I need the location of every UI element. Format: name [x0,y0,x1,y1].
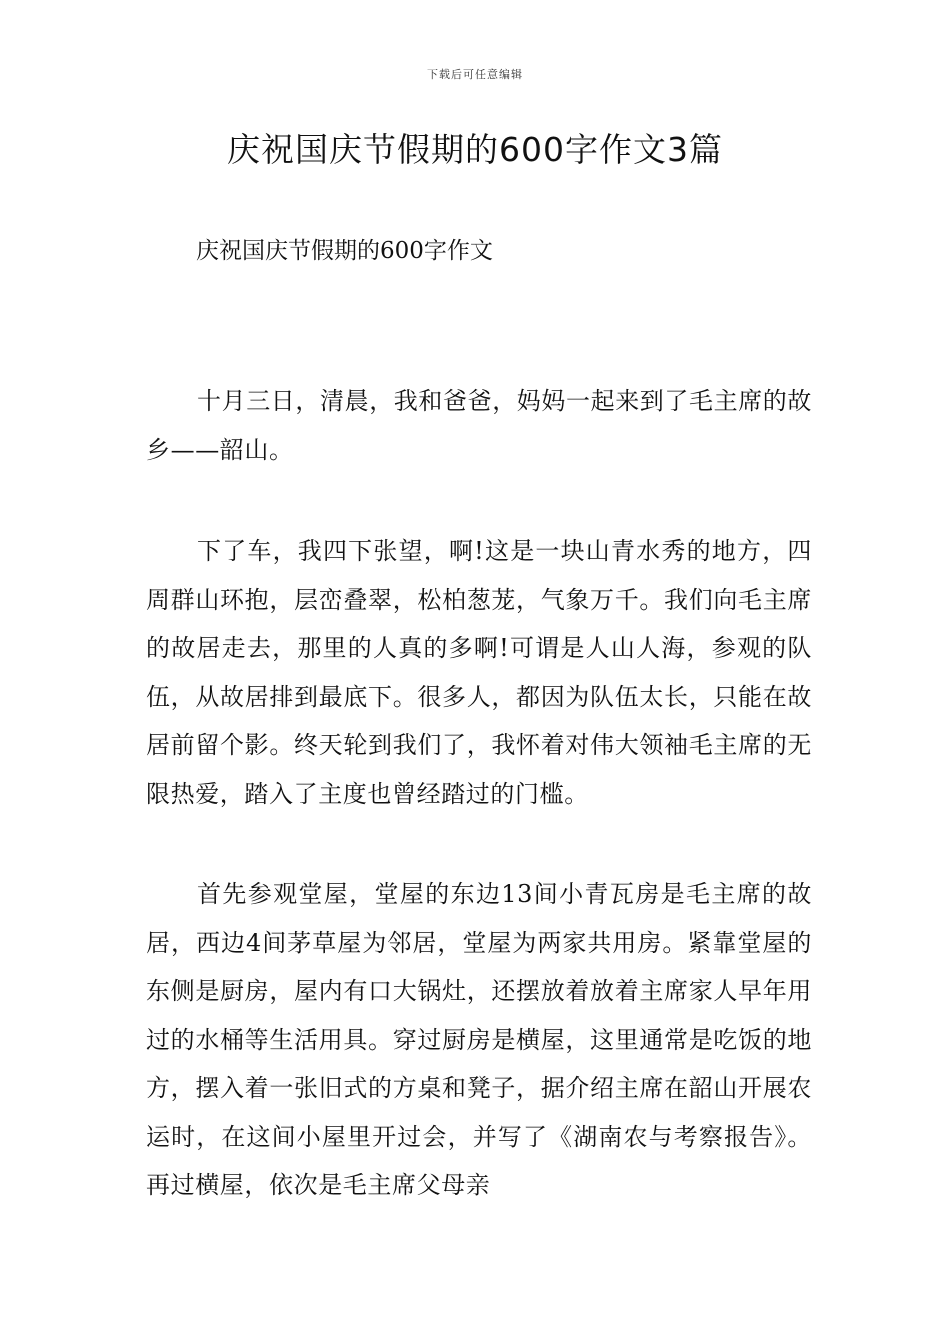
body-paragraph-2: 下了车，我四下张望，啊!这是一块山青水秀的地方，四周群山环抱，层峦叠翠，松柏葱茏，气象万千。我们向毛主席的故居走去，那里的人真的多啊!可谓是人山人海，参观的队伍，从故居排到最底下。很多人，都因为队伍太长，只能在故居前留个影。终天轮到我们了，我怀着对伟大领袖毛主席的无限热爱，踏入了主度也曾经踏过的门槛。 [146,537,812,808]
header-note: 下载后可任意编辑 [427,68,523,81]
body-paragraph-3: 首先参观堂屋，堂屋的东边13间小青瓦房是毛主席的故居，西边4间茅草屋为邻居，堂屋为两家共用房。紧靠堂屋的东侧是厨房，屋内有口大锅灶，还摆放着放着主席家人早年用过的水桶等生活用具。穿过厨房是横屋，这里通常是吃饭的地方，摆入着一张旧式的方桌和凳子，据介绍主席在韶山开展农运时，在这间小屋里开过会，并写了《湖南农与考察报告》。再过横屋，依次是毛主席父母亲 [146,880,812,1199]
document-title: 庆祝国庆节假期的600字作文3篇 [227,130,723,169]
section-subtitle: 庆祝国庆节假期的600字作文 [196,238,493,264]
body-paragraph-1: 十月三日，清晨，我和爸爸，妈妈一起来到了毛主席的故乡——韶山。 [146,387,812,464]
